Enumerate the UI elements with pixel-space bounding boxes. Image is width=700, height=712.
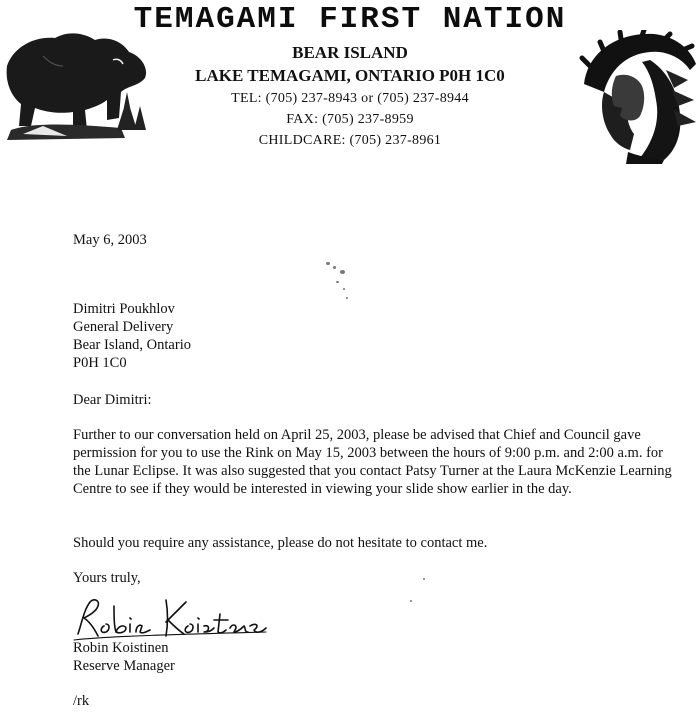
salutation: Dear Dimitri: — [73, 392, 152, 408]
letterhead-childcare: CHILDCARE: (705) 237-8961 — [258, 133, 442, 148]
signer-title: Reserve Manager — [73, 658, 175, 674]
recipient-postal: P0H 1C0 — [73, 355, 127, 371]
recipient-name: Dimitri Poukhlov — [73, 301, 175, 317]
signer-name: Robin Koistinen — [73, 640, 169, 656]
typist-initials: /rk — [73, 693, 90, 709]
body-paragraph: Should you require any assistance, please do not hesitate to contact me. — [73, 535, 488, 551]
recipient-line: Bear Island, Ontario — [73, 337, 191, 353]
handwritten-signature — [70, 592, 270, 644]
letterhead-fax: FAX: (705) 237-8959 — [286, 112, 414, 127]
letter-date: May 6, 2003 — [73, 232, 147, 248]
letterhead-location: BEAR ISLAND — [292, 43, 408, 62]
body-paragraph: Further to our conversation held on April 25, 2003, please be advised that Chief and Council gave permission for you to use the Rink on May 15, 2003 between the hours of 9:00 p.m. and 2:00 a.m. for the Lunar Eclipse. It was also suggested that you contact Patsy Turner at the Laura McKenzie Learning Centre to see if they would be interested in viewing your slide show earlier in the day. — [73, 427, 672, 497]
organization-name: TEMAGAMI FIRST NATION — [133, 2, 567, 37]
letterhead-address: LAKE TEMAGAMI, ONTARIO P0H 1C0 — [195, 66, 505, 85]
letterhead-tel: TEL: (705) 237-8943 or (705) 237-8944 — [231, 91, 469, 106]
recipient-line: General Delivery — [73, 319, 174, 335]
recipient-address — [73, 300, 191, 372]
closing: Yours truly, — [73, 570, 141, 586]
